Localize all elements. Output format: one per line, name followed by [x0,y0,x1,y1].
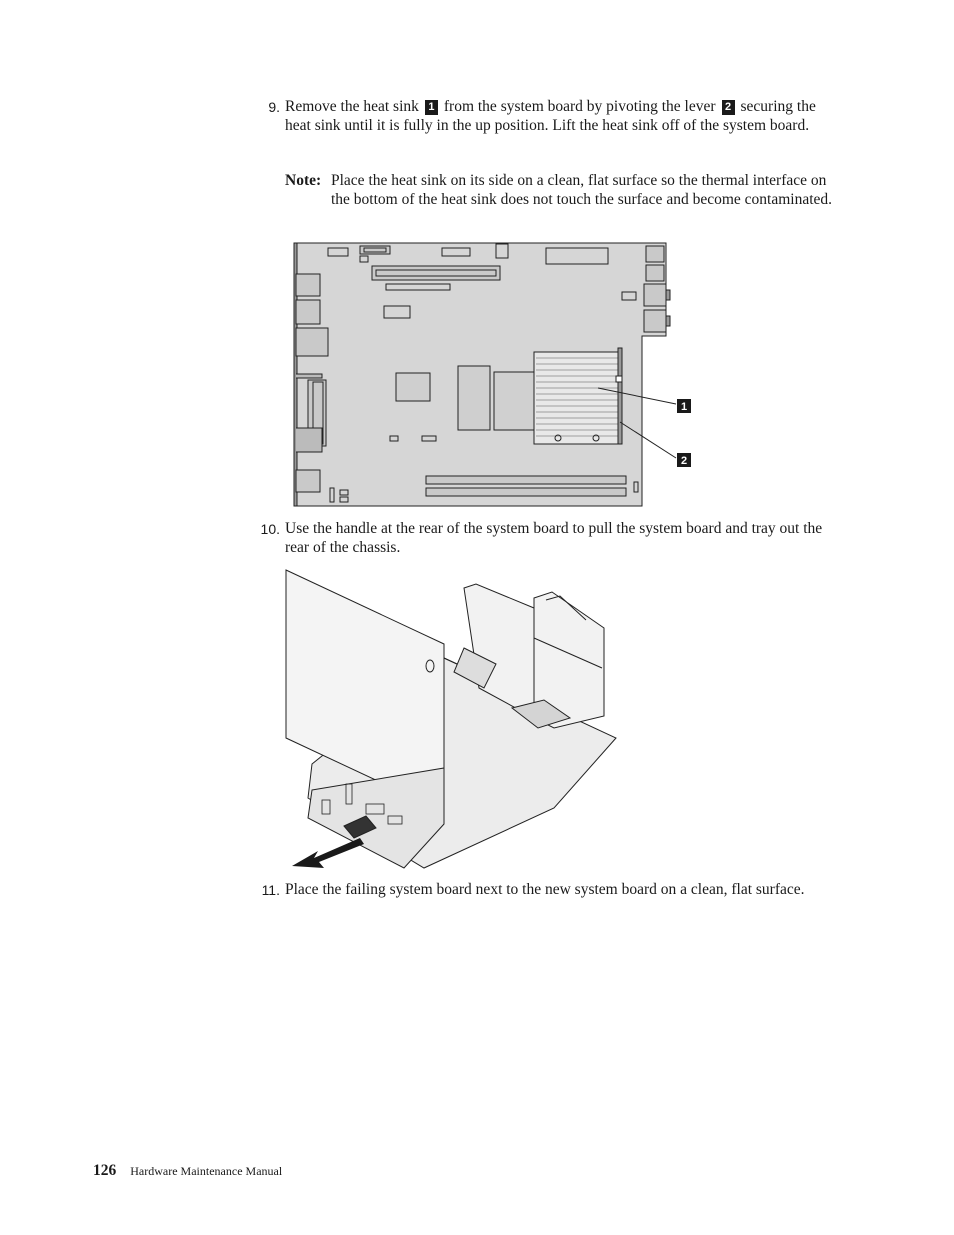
callout-1: 1 [425,100,438,115]
step-number: 9. [268,99,280,115]
step-9 [248,98,838,135]
step-text: Remove the heat sink 1 from the system board by pivoting the lever 2 securing the heat sink until it is fully in the up position. Lift the heat sink off of the system board. [285,98,816,134]
note [285,172,835,209]
step-number: 10. [260,521,280,537]
step-text: Place the failing system board next to the new system board on a clean, flat surface. [285,881,805,898]
pull-arrow-icon [292,838,364,868]
step-number: 11. [261,882,280,898]
system-board-diagram [280,238,700,510]
figure-callout-1: 1 [680,401,688,413]
step-text: Use the handle at the rear of the system board to pull the system board and tray out the rear of the chassis. [285,520,823,556]
footer-title: Hardware Maintenance Manual [130,1164,283,1178]
page-footer [93,1162,282,1180]
note-label: Note: [285,172,322,189]
step-10 [248,520,838,557]
callout-2: 2 [722,100,735,115]
step-11 [248,881,838,900]
note-text: Place the heat sink on its side on a clean, flat surface so the thermal interface on the bottom of the heat sink does not touch the surface and become contaminated. [331,172,833,208]
figure-callout-2: 2 [680,455,688,467]
chassis-removal-diagram [284,568,624,873]
page-number: 126 [93,1162,117,1179]
